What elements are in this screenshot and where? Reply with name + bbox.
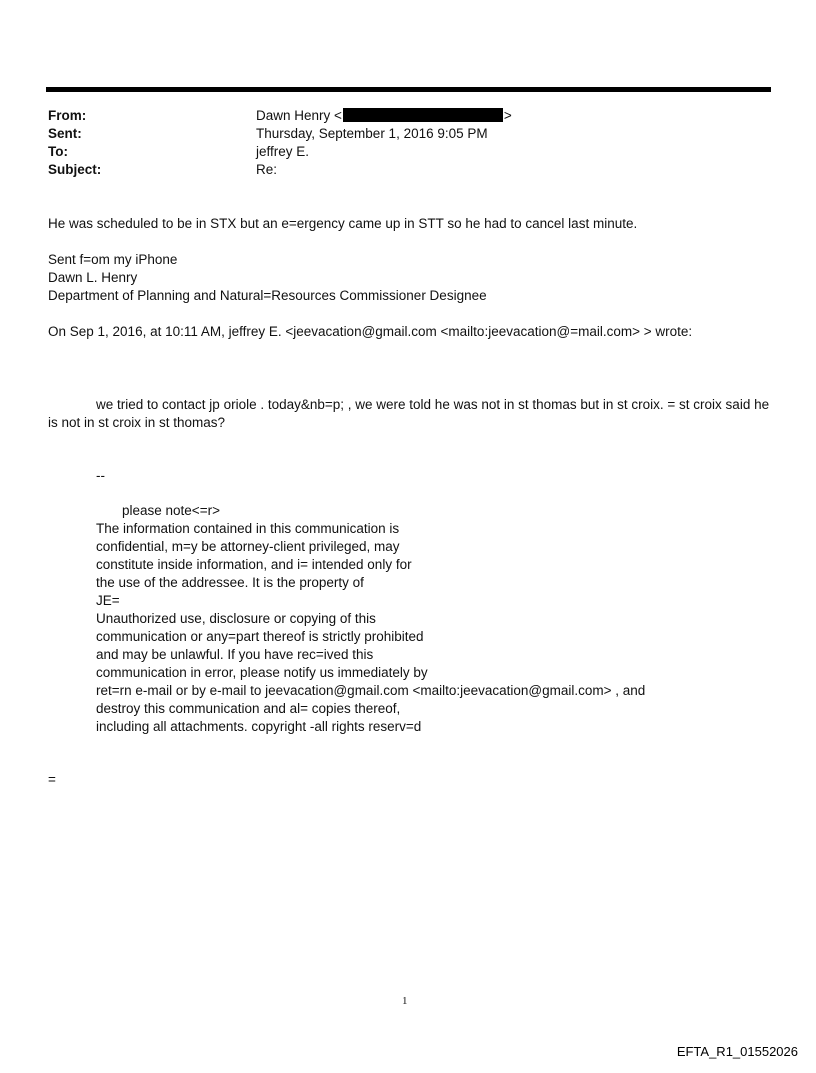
disclaimer-line: communication in error, please notify us immediately by (96, 665, 428, 680)
from-name: Dawn Henry < (256, 108, 342, 123)
email-header (48, 107, 748, 179)
subject-value: Re: (256, 162, 278, 177)
signature-line-3: Department of Planning and Natural=Resources Commissioner Designee (48, 288, 487, 303)
subject-row (48, 161, 748, 179)
trailing-equals: = (48, 772, 56, 787)
from-label: From: (48, 108, 87, 123)
disclaimer-line: The information contained in this communication is (96, 521, 400, 536)
disclaimer-line: and may be unlawful. If you have rec=ived this (96, 647, 374, 662)
disclaimer-line: JE= (96, 593, 120, 608)
from-bracket: > (503, 108, 512, 123)
sent-label: Sent: (48, 126, 82, 141)
signature-line-2: Dawn L. Henry (48, 270, 138, 285)
disclaimer-line: communication or any=part thereof is strictly prohibited (96, 629, 424, 644)
redaction-box (343, 108, 503, 122)
sent-value: Thursday, September 1, 2016 9:05 PM (256, 126, 488, 141)
subject-label: Subject: (48, 162, 102, 177)
disclaimer-line: including all attachments. copyright -all rights reserv=d (96, 719, 422, 734)
disclaimer-line: Unauthorized use, disclosure or copying of this (96, 611, 376, 626)
to-label: To: (48, 144, 68, 159)
document-id: EFTA_R1_01552026 (676, 1044, 798, 1059)
disclaimer-line: destroy this communication and al= copies thereof, (96, 701, 401, 716)
body-line-1: He was scheduled to be in STX but an e=ergency came up in STT so he had to cancel last minute. (48, 216, 638, 231)
from-row (48, 107, 748, 125)
signature-dashes: -- (96, 468, 105, 483)
to-row (48, 143, 748, 161)
signature-line-1: Sent f=om my iPhone (48, 252, 178, 267)
disclaimer-line: ret=rn e-mail or by e-mail to jeevacation@gmail.com <mailto:jeevacation@gmail.com> , and (96, 683, 646, 698)
sent-row (48, 125, 748, 143)
to-value: jeffrey E. (256, 144, 310, 159)
quote-intro: On Sep 1, 2016, at 10:11 AM, jeffrey E. <jeevacation@gmail.com <mailto:jeevacation@=mail.com> > wrote: (48, 324, 693, 339)
quoted-paragraph: we tried to contact jp oriole . today&nb=p; , we were told he was not in st thomas but in st croix. = st croix said he is not in st croix in st thomas? (48, 397, 770, 430)
disclaimer-line: the use of the addressee. It is the property of (96, 575, 364, 590)
please-note: please note<=r> (122, 503, 220, 518)
from-value (256, 107, 512, 125)
page-number: 1 (402, 995, 408, 1007)
disclaimer-line: confidential, m=y be attorney-client privileged, may (96, 539, 400, 554)
disclaimer-line: constitute inside information, and i= intended only for (96, 557, 412, 572)
header-rule (46, 87, 771, 92)
